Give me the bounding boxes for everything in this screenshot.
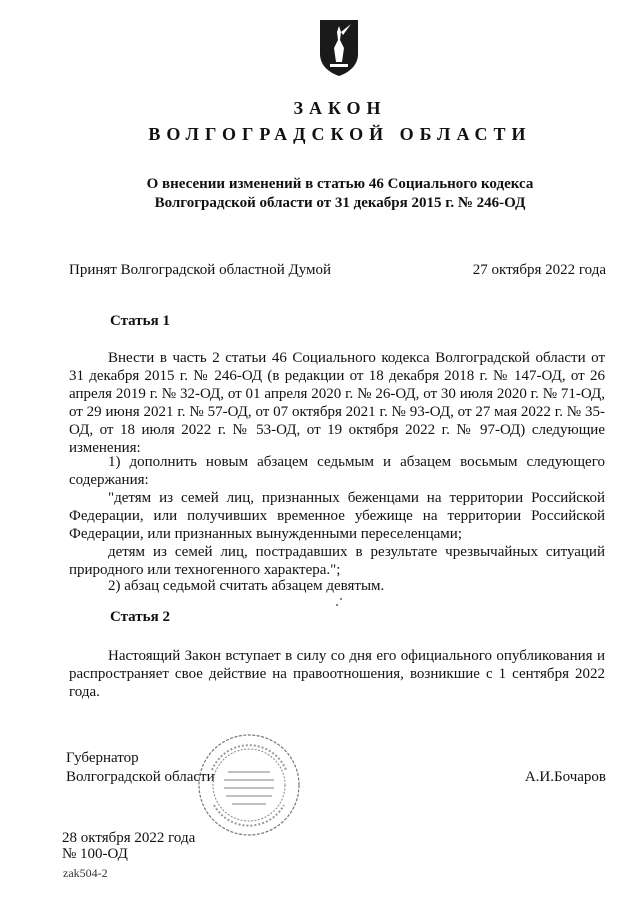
article-1-heading: Статья 1 <box>110 313 170 329</box>
signatory-name: А.И.Бочаров <box>524 769 606 785</box>
document-number: № 100-ОД <box>62 846 128 862</box>
document-date: 28 октября 2022 года <box>62 830 196 846</box>
scan-speck <box>340 598 342 600</box>
adopted-by: Принят Волгоградской областной Думой <box>69 262 332 278</box>
document-registration <box>62 830 195 862</box>
adoption-date: 27 октября 2022 года <box>472 262 606 278</box>
volgograd-coat-of-arms-icon <box>318 18 360 78</box>
article-1-intro: Внести в часть 2 статьи 46 Социального кодекса Волгоградской области от 31 декабря 2015 г. № 246-ОД (в редакции от 18 декабря 2018 г. № 147-ОД, от 26 апреля 2019 г. № 32-ОД, от 01 апреля 2020 г. № 26-ОД, от 30 июля 2020 г. № 71-ОД, от 29 июня 2021 г. № 57-ОД, от 07 октября 2021 г. № 93-ОД, от 27 мая 2022 г. № 35-ОД, от 18 июля 2022 г. № 53-ОД, от 19 октября 2022 г. № 97-ОД) следующие изменения: <box>69 350 605 456</box>
article-1-item-1: 1) дополнить новым абзацем седьмым и абзацем восьмым следующего содержания: <box>69 454 605 488</box>
law-subtitle: О внесении изменений в статью 46 Социального кодекса Волгоградской области от 31 декабря 2015 г. № 246-ОД <box>146 176 534 211</box>
article-2-text: Настоящий Закон вступает в силу со дня его официального опубликования и распространяет свое действие на правоотношения, возникшие с 1 сентября 2022 года. <box>69 648 605 700</box>
signatory-title-line-1: Губернатор <box>66 750 139 766</box>
article-1-item-2: 2) абзац седьмой считать абзацем девятым. <box>108 578 385 594</box>
signatory-title <box>66 749 215 787</box>
law-region-title: ВОЛГОГРАДСКОЙ ОБЛАСТИ <box>148 124 532 144</box>
scan-speck <box>336 604 338 606</box>
article-2-heading: Статья 2 <box>110 609 170 625</box>
official-round-stamp-icon <box>194 730 304 840</box>
article-1-quote-2: детям из семей лиц, пострадавших в результате чрезвычайных ситуаций природного или техногенного характера."; <box>69 544 605 578</box>
document-code: zak504-2 <box>63 866 108 880</box>
law-title: ЗАКОН <box>293 98 387 118</box>
signatory-title-line-2: Волгоградской области <box>66 769 215 785</box>
article-1-quote-1: "детям из семей лиц, признанных беженцами на территории Российской Федерации, или получивших временное убежище на территории Российской Федерации, или признанных вынужденными переселенцами; <box>69 490 605 542</box>
